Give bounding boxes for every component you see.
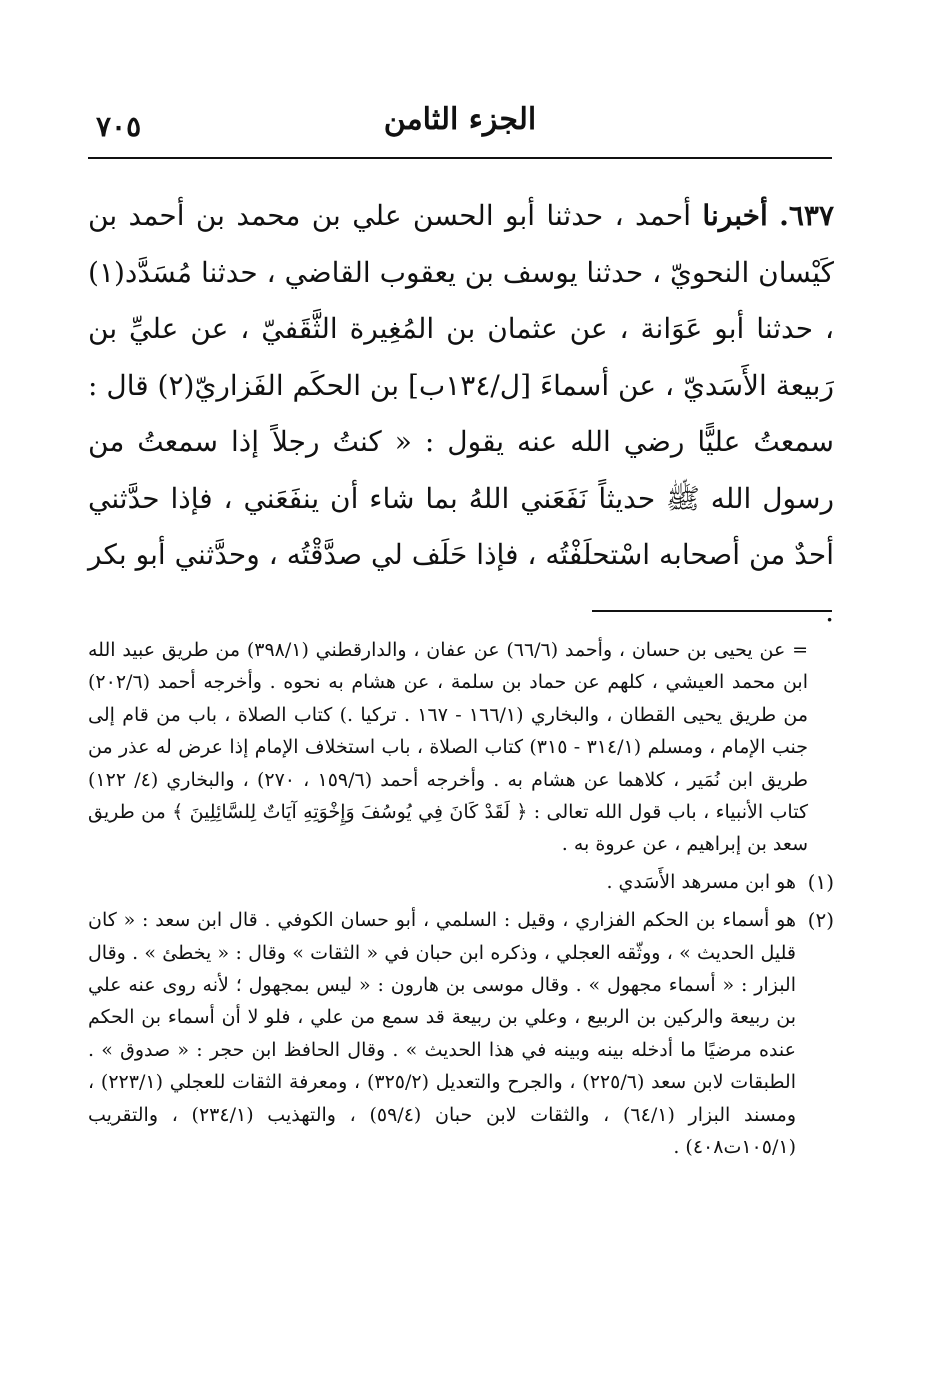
footnote-2 (88, 904, 834, 1163)
footnotes (88, 634, 834, 1170)
footnote-text: هو أسماء بن الحكم الفزاري ، وقيل : السلمي ، أبو حسان الكوفي . قال ابن سعد : « كان قليل الحديث » ، ووثّقه العجلي ، وذكره ابن حبان في « الثقات » وقال : « يخطئ » . وقال البزار : « أسماء مجهول » . وقال موسى بن هارون : « ليس بمجهول ؛ لأنه روى عنه علي بن ربيعة والركين بن الربيع ، وعلي بن ربيعة قد سمع من علي ، فلو لا أن أسماء بن الحكم عنده مرضيًا ما أدخله بينه وبينه في هذا الحديث » . وقال الحافظ ابن حجر : « صدوق » . الطبقات لابن سعد (٢٢٥/٦) ، والجرح والتعديل (٣٢٥/٢) ، ومعرفة الثقات للعجلي (٢٢٣/١) ، ومسند البزار (٦٤/١) ، والثقات لابن حبان (٥٩/٤) ، والتهذيب (٢٣٤/١) ، والتقريب (١٠٥/١ت٤٠٨) . (88, 909, 797, 1159)
hadith-text (88, 188, 834, 640)
page-header (88, 96, 832, 158)
hadith-number: ٦٣٧. (779, 199, 835, 232)
footnote-continuation: = عن يحيى بن حسان ، وأحمد (٦٦/٦) عن عفان ، والدارقطني (٣٩٨/١) من طريق عبيد الله ابن محمد العيشي ، كلهم عن حماد بن سلمة ، عن هشام به نحوه . وأخرجه أحمد (٢٠٢/٦) من طريق يحيى القطان ، والبخاري (١٦٦/١ - ١٦٧ . تركيا .) كتاب الصلاة ، باب من قام إلى جنب الإمام ، ومسلم (٣١٤/١ - ٣١٥) كتاب الصلاة ، باب استخلاف الإمام إذا عرض له عذر من طريق ابن نُمَير ، كلاهما عن هشام به . وأخرجه أحمد (١٥٩/٦ ، ٢٧٠) ، والبخاري (٤/ ١٢٢) كتاب الأنبياء ، باب قول الله تعالى : ﴿ لَقَدْ كَانَ فِي يُوسُفَ وَإِخْوَتِهِ آيَاتٌ لِلسَّائِلِينَ ﴾ من طريق سعد بن إبراهيم ، عن عروة به . (88, 639, 809, 856)
footnote-text: هو ابن مسرهد الأَسَدي . (606, 870, 796, 893)
footnote-1 (88, 866, 834, 898)
hadith-body: أحمد ، حدثنا أبو الحسن علي بن محمد بن أحمد بن كَيْسان النحويّ ، حدثنا يوسف بن يعقوب القاضي ، حدثنا مُسَدَّد(١) ، حدثنا أبو عَوَانة ، عن عثمان بن المُغِيرة الثَّقَفيّ ، عن عليِّ بن رَبيعة الأَسَديّ ، عن أسماءَ [ل/١٣٤ب] بن الحكَم الفَزاريّ(٢) قال : سمعتُ عليًّا رضي الله عنه يقول : « كنتُ رجلاً إذا سمعتُ من رسول الله ﷺ حديثاً نَفَعَني اللهُ بما شاء أن ينفَعَني ، فإذا حدَّثني أحدٌ من أصحابه اسْتحلَفْتُه ، فإذا حَلَف لي صدَّقْتُه ، وحدَّثني أبو بكر . (88, 199, 834, 628)
header-rule (88, 157, 832, 159)
running-title: الجزء الثامن (383, 102, 537, 137)
lead-word: أخبرنا (702, 199, 768, 232)
footnote-number: (٢) (807, 908, 834, 933)
footnote-rule (592, 610, 832, 612)
page-number: ٧٠٥ (96, 110, 142, 143)
footnote-number: (١) (807, 869, 834, 894)
